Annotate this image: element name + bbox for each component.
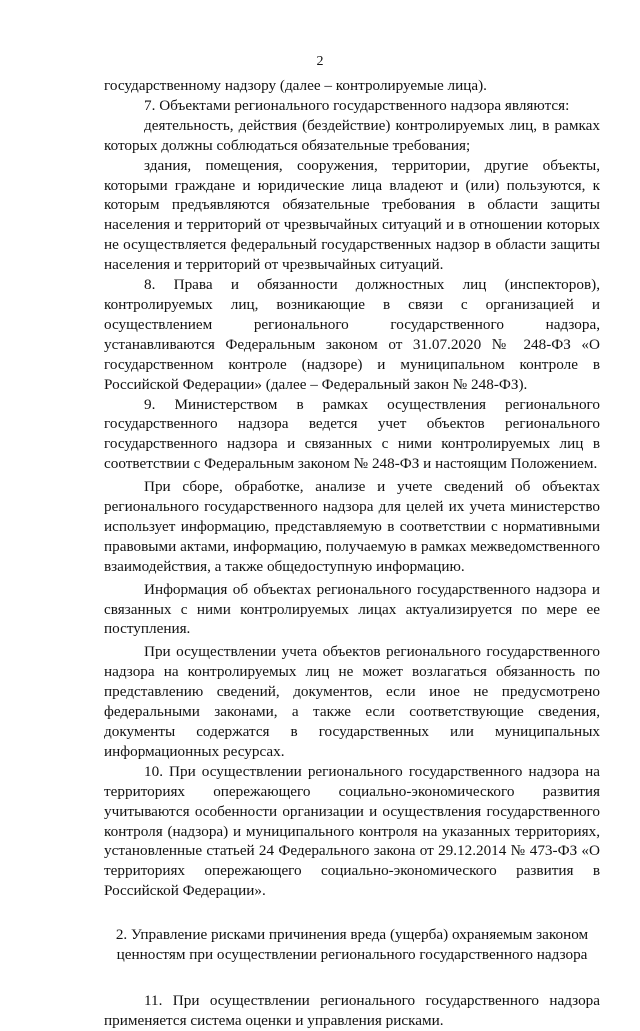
paragraph-accounting-obligations: При осуществлении учета объектов регионального государственного надзора на контролируемых лиц не может возлагаться обязанность по представлению сведений, документов, если иное не предусмотрено федеральными законами, а также если соответствующие сведения, документы содержатся в государственных или муниципальных информационных ресурсах. <box>104 643 600 760</box>
page-number: 2 <box>316 54 324 69</box>
section-title-line-1: 2. Управление рисками причинения вреда (ущерба) охраняемым законом <box>115 926 589 944</box>
paragraph-item-11: 11. При осуществлении регионального государственного надзора применяется система оценки и управления рисками. <box>104 991 600 1029</box>
paragraph-item-10: 10. При осуществлении регионального государственного надзора на территориях опережающего социально-экономического развития учитываются особенности организации и осуществления государственного контроля (надзора) и муниципального контроля на указанных территориях, установленные статьей 24 Федерального закона от 29.12.2014 № 473-ФЗ «О территориях опережающего социально-экономического развития в Российской Федерации». <box>104 762 600 900</box>
paragraph-objects-buildings: здания, помещения, сооружения, территории, другие объекты, которыми граждане и юридические лица владеют и (или) пользуются, к которым предъявляются обязательные требования в области защиты населения и территорий от чрезвычайных ситуаций и в отношении которых не осуществляется федеральный государственных надзор в области защиты населения и территорий от чрезвычайных ситуаций. <box>104 156 600 274</box>
paragraph-item-8: 8. Права и обязанности должностных лиц (инспекторов), контролируемых лиц, возникающие в связи с организацией и осуществлением регионального государственного надзора, устанавливаются Федеральным законом от 31.07.2020 № 248-ФЗ «О государственном контроле (надзоре) и муниципальном контроле в Российской Федерации» (далее – Федеральный закон № 248-ФЗ). <box>104 276 600 393</box>
section-title-line-2: ценностям при осуществлении регионального государственного надзора <box>116 946 588 964</box>
paragraph-item-7: 7. Объектами регионального государственного надзора являются: <box>144 96 570 114</box>
paragraph-item-9: 9. Министерством в рамках осуществления регионального государственного надзора ведется учет объектов регионального государственного надзора и связанных с ними контролируемых лиц в соответствии с Федеральным законом № 248-ФЗ и настоящим Положением. <box>104 395 600 473</box>
document-body <box>104 76 600 1031</box>
paragraph-objects-activity: деятельность, действия (бездействие) контролируемых лиц, в рамках которых должны соблюдаться обязательные требования; <box>104 116 600 154</box>
paragraph-continuation: государственному надзору (далее – контролируемые лица). <box>104 77 487 94</box>
paragraph-information-update: Информация об объектах регионального государственного надзора и связанных с ними контролируемых лицах актуализируется по мере ее поступления. <box>104 580 600 638</box>
section-title <box>104 925 600 965</box>
paragraph-data-collection: При сборе, обработке, анализе и учете сведений об объектах регионального государственного надзора для целей их учета министерство использует информацию, представляемую в соответствии с нормативными правовыми актами, информацию, получаемую в рамках межведомственного взаимодействия, а также общедоступную информацию. <box>104 478 600 575</box>
